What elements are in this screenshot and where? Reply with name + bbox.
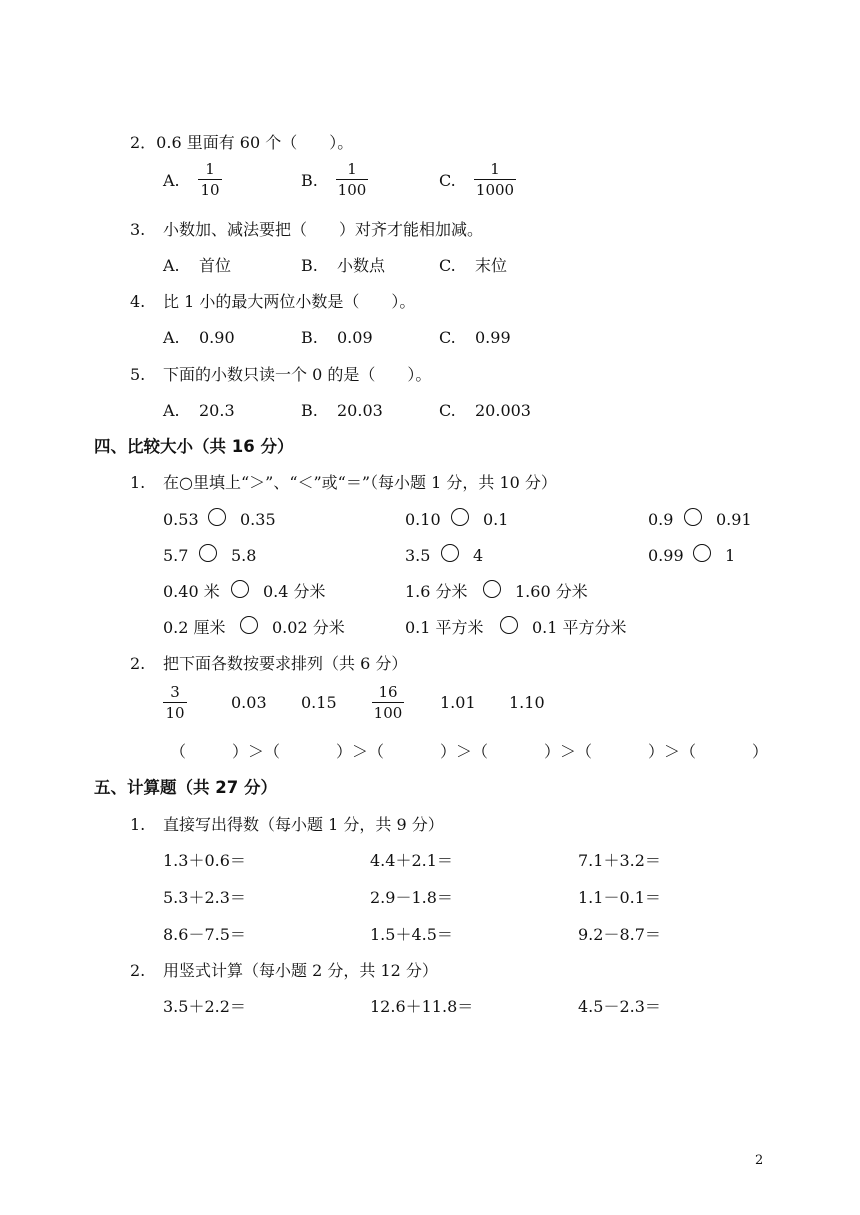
- calc-problem[interactable]: 9.2－8.7＝: [578, 925, 661, 944]
- answer-paren-gt[interactable]: ）＞（: [648, 742, 697, 761]
- option-b-letter: B.: [301, 401, 318, 420]
- fraction-bar: [198, 179, 222, 180]
- compare-right: 0.35: [240, 510, 276, 529]
- compare-circle[interactable]: [240, 616, 258, 634]
- vertical-calc-instruction: 用竖式计算（每小题 2 分，共 12 分）: [163, 961, 438, 980]
- option-b-letter: B.: [301, 171, 318, 190]
- question-number: 1.: [130, 473, 146, 492]
- compare-left: 1.6 分米: [405, 582, 468, 601]
- fraction-denominator: 100: [373, 704, 403, 722]
- compare-right: 1: [725, 546, 736, 565]
- option-a-letter: A.: [163, 401, 180, 420]
- calc-problem[interactable]: 5.3＋2.3＝: [163, 888, 246, 907]
- compare-circle[interactable]: [684, 508, 702, 526]
- fraction-numerator: 1: [347, 160, 357, 178]
- option-a-letter: A.: [163, 171, 180, 190]
- fraction-sixteen-hundredths: [372, 683, 404, 722]
- number-item: 1.01: [440, 693, 476, 712]
- vertical-calc-problem[interactable]: 12.6＋11.8＝: [370, 997, 474, 1016]
- compare-left: 0.9: [648, 510, 674, 529]
- fraction-numerator: 16: [378, 683, 398, 701]
- option-b-fraction: [336, 160, 368, 199]
- option-b-letter: B.: [301, 256, 318, 275]
- compare-circle[interactable]: [693, 544, 711, 562]
- compare-circle[interactable]: [208, 508, 226, 526]
- compare-left: 0.99: [648, 546, 684, 565]
- section-4-heading: 四、比较大小（共 16 分）: [94, 437, 294, 456]
- compare-right: 0.1 平方分米: [532, 618, 627, 637]
- number-item: 1.10: [509, 693, 545, 712]
- compare-left: 3.5: [405, 546, 431, 565]
- number-item: 0.03: [231, 693, 267, 712]
- question-number: 1.: [130, 815, 146, 834]
- option-c-text: 0.99: [475, 328, 511, 347]
- fraction-three-tenths: [163, 683, 187, 722]
- compare-circle[interactable]: [483, 580, 501, 598]
- question-number: 4.: [130, 292, 146, 311]
- answer-paren-gt[interactable]: ）＞（: [440, 742, 489, 761]
- compare-right: 0.1: [483, 510, 509, 529]
- option-c-letter: C.: [439, 328, 456, 347]
- option-a-text: 20.3: [199, 401, 235, 420]
- calc-problem[interactable]: 7.1＋3.2＝: [578, 851, 661, 870]
- compare-left: 5.7: [163, 546, 189, 565]
- fraction-denominator: 1000: [475, 181, 515, 199]
- compare-left: 0.2 厘米: [163, 618, 226, 637]
- calc-problem[interactable]: 1.5＋4.5＝: [370, 925, 453, 944]
- compare-right: 5.8: [231, 546, 257, 565]
- calc-problem[interactable]: 1.1－0.1＝: [578, 888, 661, 907]
- compare-circle[interactable]: [500, 616, 518, 634]
- option-a-letter: A.: [163, 256, 180, 275]
- number-item: 0.15: [301, 693, 337, 712]
- option-c-letter: C.: [439, 171, 456, 190]
- section-5-heading: 五、计算题（共 27 分）: [94, 778, 277, 797]
- compare-left: 0.1 平方米: [405, 618, 484, 637]
- compare-right: 1.60 分米: [515, 582, 588, 601]
- option-a-text: 0.90: [199, 328, 235, 347]
- compare-circle[interactable]: [451, 508, 469, 526]
- compare-right: 4: [473, 546, 484, 565]
- fraction-bar: [474, 179, 516, 180]
- fraction-denominator: 10: [200, 181, 220, 199]
- option-b-letter: B.: [301, 328, 318, 347]
- compare-circle[interactable]: [199, 544, 217, 562]
- fraction-denominator: 10: [165, 704, 185, 722]
- question-number: 2.: [130, 961, 146, 980]
- fraction-bar: [336, 179, 368, 180]
- compare-instruction: 在○里填上“＞”、“＜”或“＝”（每小题 1 分，共 10 分）: [163, 473, 557, 492]
- answer-paren-gt[interactable]: ）＞（: [232, 742, 281, 761]
- answer-paren: ）: [752, 742, 769, 761]
- question-5-stem: 下面的小数只读一个 0 的是（ ）。: [163, 365, 432, 384]
- vertical-calc-problem[interactable]: 4.5－2.3＝: [578, 997, 661, 1016]
- question-number: 5.: [130, 365, 146, 384]
- compare-left: 0.40 米: [163, 582, 220, 601]
- option-a-fraction: [198, 160, 222, 199]
- page-number: 2: [755, 1153, 764, 1168]
- fraction-bar: [163, 702, 187, 703]
- option-b-text: 20.03: [337, 401, 383, 420]
- fraction-numerator: 1: [490, 160, 500, 178]
- calc-problem[interactable]: 8.6－7.5＝: [163, 925, 246, 944]
- calc-problem[interactable]: 1.3＋0.6＝: [163, 851, 246, 870]
- question-2-stem: 2．0.6 里面有 60 个（ ）。: [130, 133, 354, 152]
- compare-circle[interactable]: [231, 580, 249, 598]
- option-c-letter: C.: [439, 256, 456, 275]
- calc-problem[interactable]: 4.4＋2.1＝: [370, 851, 453, 870]
- ordering-instruction: 把下面各数按要求排列（共 6 分）: [163, 654, 408, 673]
- option-a-text: 首位: [199, 256, 232, 275]
- vertical-calc-problem[interactable]: 3.5＋2.2＝: [163, 997, 246, 1016]
- answer-paren-gt[interactable]: ）＞（: [544, 742, 593, 761]
- question-3-stem: 小数加、减法要把（ ）对齐才能相加减。: [163, 220, 484, 239]
- compare-circle[interactable]: [441, 544, 459, 562]
- compare-right: 0.91: [716, 510, 752, 529]
- mental-math-instruction: 直接写出得数（每小题 1 分，共 9 分）: [163, 815, 444, 834]
- option-a-letter: A.: [163, 328, 180, 347]
- question-4-stem: 比 1 小的最大两位小数是（ ）。: [163, 292, 416, 311]
- answer-paren: （: [170, 742, 187, 761]
- question-number: 3.: [130, 220, 146, 239]
- option-b-text: 小数点: [337, 256, 386, 275]
- compare-left: 0.10: [405, 510, 441, 529]
- option-b-text: 0.09: [337, 328, 373, 347]
- option-c-letter: C.: [439, 401, 456, 420]
- compare-left: 0.53: [163, 510, 199, 529]
- option-c-text: 20.003: [475, 401, 531, 420]
- question-number: 2.: [130, 654, 146, 673]
- compare-right: 0.02 分米: [272, 618, 345, 637]
- option-c-fraction: [474, 160, 516, 199]
- fraction-bar: [372, 702, 404, 703]
- compare-right: 0.4 分米: [263, 582, 326, 601]
- fraction-denominator: 100: [337, 181, 367, 199]
- answer-paren-gt[interactable]: ）＞（: [336, 742, 385, 761]
- fraction-numerator: 3: [170, 683, 180, 701]
- fraction-numerator: 1: [205, 160, 215, 178]
- calc-problem[interactable]: 2.9－1.8＝: [370, 888, 453, 907]
- option-c-text: 末位: [475, 256, 508, 275]
